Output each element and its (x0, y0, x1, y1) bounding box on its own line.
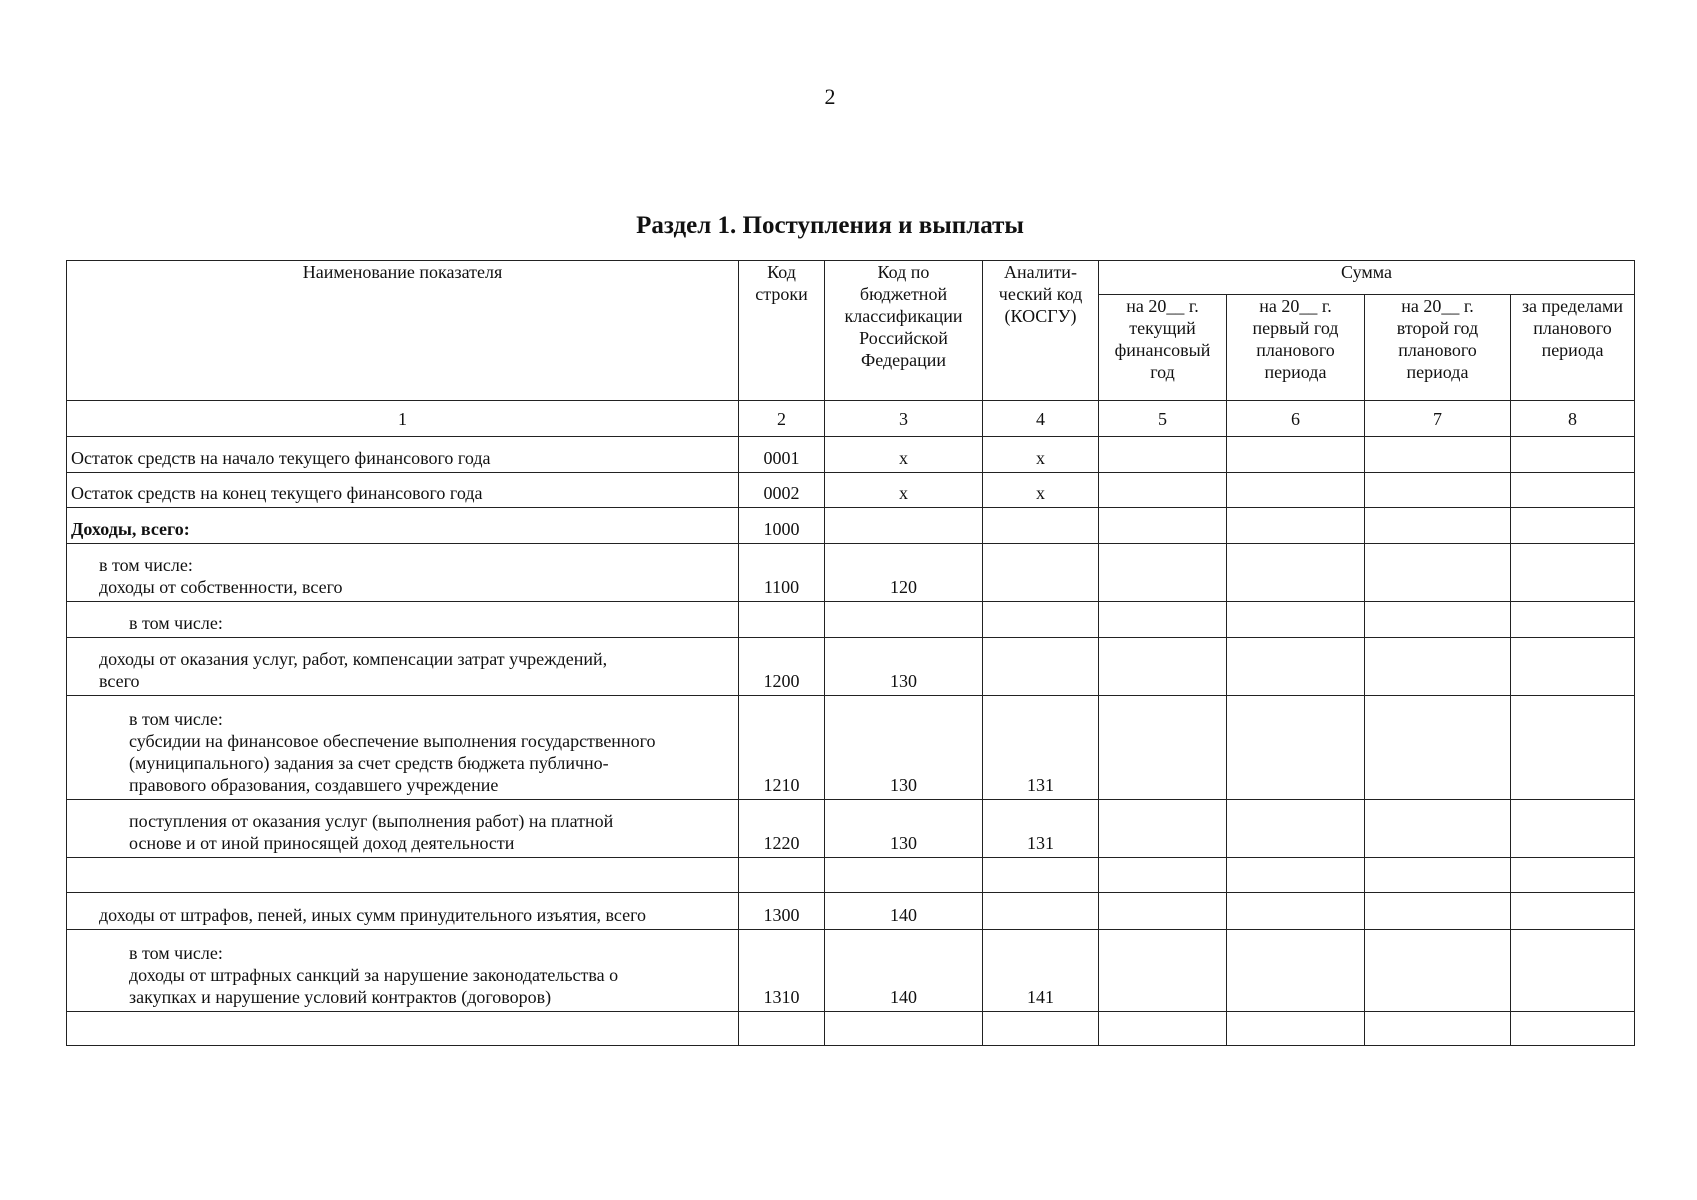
row-budget-code (825, 508, 983, 544)
column-number-row (67, 401, 1635, 437)
sum-cell (1511, 1012, 1635, 1046)
table-body (67, 401, 1635, 1046)
row-code: 1300 (739, 893, 825, 930)
table-row (67, 1012, 1635, 1046)
sum-cell (1099, 893, 1227, 930)
sum-cell (1365, 473, 1511, 508)
row-analytic-code (983, 638, 1099, 696)
row-name: доходы от оказания услуг, работ, компенсации затрат учреждений, всего (67, 638, 739, 696)
row-code (739, 1012, 825, 1046)
column-number: 4 (983, 401, 1099, 437)
sum-cell (1099, 1012, 1227, 1046)
header-sum: Сумма (1099, 261, 1635, 295)
header-sum-beyond-plan: за пределами планового периода (1511, 295, 1635, 401)
table-row (67, 930, 1635, 1012)
row-code: 0001 (739, 437, 825, 473)
table-row (67, 800, 1635, 858)
sum-cell (1365, 1012, 1511, 1046)
table-row (67, 638, 1635, 696)
header-sum-second-plan-year: на 20__ г. второй год планового периода (1365, 295, 1511, 401)
column-number: 2 (739, 401, 825, 437)
sum-cell (1365, 800, 1511, 858)
row-code: 1220 (739, 800, 825, 858)
row-analytic-code (983, 1012, 1099, 1046)
column-number: 6 (1227, 401, 1365, 437)
row-code: 1100 (739, 544, 825, 602)
table-row (67, 544, 1635, 602)
row-name: в том числе: доходы от штрафных санкций за нарушение законодательства о закупках и нарушение условий контрактов (договоров) (67, 930, 739, 1012)
row-analytic-code (983, 508, 1099, 544)
header-sum-current-year: на 20__ г. текущий финансовый год (1099, 295, 1227, 401)
row-name: Доходы, всего: (67, 508, 739, 544)
table-row (67, 437, 1635, 473)
row-name (67, 858, 739, 893)
sum-cell (1365, 858, 1511, 893)
header-budget-code: Код по бюджетной классификации Российской Федерации (825, 261, 983, 401)
column-number: 8 (1511, 401, 1635, 437)
row-budget-code: 140 (825, 893, 983, 930)
sum-cell (1511, 893, 1635, 930)
financial-plan-table (66, 260, 1635, 1046)
section-title: Раздел 1. Поступления и выплаты (636, 212, 1024, 239)
row-name: доходы от штрафов, пеней, иных сумм принудительного изъятия, всего (67, 893, 739, 930)
row-name: Остаток средств на начало текущего финансового года (67, 437, 739, 473)
row-budget-code: 130 (825, 800, 983, 858)
sum-cell (1511, 544, 1635, 602)
row-budget-code: 130 (825, 696, 983, 800)
row-analytic-code: x (983, 473, 1099, 508)
row-budget-code (825, 1012, 983, 1046)
table-row (67, 508, 1635, 544)
row-analytic-code: 131 (983, 696, 1099, 800)
table-header (67, 261, 1635, 401)
sum-cell (1227, 1012, 1365, 1046)
sum-cell (1511, 930, 1635, 1012)
sum-cell (1227, 602, 1365, 638)
sum-cell (1511, 696, 1635, 800)
row-code: 0002 (739, 473, 825, 508)
sum-cell (1511, 638, 1635, 696)
sum-cell (1365, 508, 1511, 544)
row-code: 1310 (739, 930, 825, 1012)
row-name: Остаток средств на конец текущего финансового года (67, 473, 739, 508)
row-code: 1000 (739, 508, 825, 544)
sum-cell (1365, 602, 1511, 638)
sum-cell (1227, 437, 1365, 473)
sum-cell (1227, 858, 1365, 893)
sum-cell (1099, 638, 1227, 696)
sum-cell (1511, 800, 1635, 858)
row-name: в том числе: (67, 602, 739, 638)
table-row (67, 602, 1635, 638)
row-name: в том числе: субсидии на финансовое обеспечение выполнения государственного (муниципального) задания за счет средств бюджета публично- правового образования, создавшего учреждение (67, 696, 739, 800)
row-name: поступления от оказания услуг (выполнения работ) на платной основе и от иной приносящей доход деятельности (67, 800, 739, 858)
column-number: 1 (67, 401, 739, 437)
sum-cell (1227, 473, 1365, 508)
table-row (67, 893, 1635, 930)
sum-cell (1099, 696, 1227, 800)
row-code: 1210 (739, 696, 825, 800)
header-analytic-code: Аналити- ческий код (КОСГУ) (983, 261, 1099, 401)
row-budget-code: 120 (825, 544, 983, 602)
sum-cell (1099, 437, 1227, 473)
sum-cell (1227, 696, 1365, 800)
sum-cell (1227, 544, 1365, 602)
sum-cell (1099, 473, 1227, 508)
sum-cell (1227, 930, 1365, 1012)
sum-cell (1511, 508, 1635, 544)
row-code (739, 602, 825, 638)
row-name: в том числе: доходы от собственности, всего (67, 544, 739, 602)
sum-cell (1365, 638, 1511, 696)
column-number: 7 (1365, 401, 1511, 437)
table-row (67, 858, 1635, 893)
sum-cell (1099, 800, 1227, 858)
sum-cell (1227, 893, 1365, 930)
table-row (67, 696, 1635, 800)
row-budget-code: x (825, 473, 983, 508)
column-number: 5 (1099, 401, 1227, 437)
sum-cell (1511, 437, 1635, 473)
sum-cell (1227, 508, 1365, 544)
header-name: Наименование показателя (67, 261, 739, 401)
row-budget-code: 140 (825, 930, 983, 1012)
sum-cell (1365, 544, 1511, 602)
row-analytic-code: 131 (983, 800, 1099, 858)
row-analytic-code (983, 893, 1099, 930)
row-budget-code (825, 858, 983, 893)
row-name (67, 1012, 739, 1046)
row-code (739, 858, 825, 893)
row-budget-code: 130 (825, 638, 983, 696)
sum-cell (1511, 473, 1635, 508)
table-row (67, 473, 1635, 508)
sum-cell (1365, 696, 1511, 800)
row-analytic-code (983, 602, 1099, 638)
row-budget-code (825, 602, 983, 638)
sum-cell (1511, 858, 1635, 893)
sum-cell (1099, 508, 1227, 544)
sum-cell (1099, 858, 1227, 893)
page-number: 2 (824, 84, 836, 109)
sum-cell (1227, 800, 1365, 858)
sum-cell (1365, 930, 1511, 1012)
row-code: 1200 (739, 638, 825, 696)
sum-cell (1099, 602, 1227, 638)
sum-cell (1365, 437, 1511, 473)
sum-cell (1099, 544, 1227, 602)
row-analytic-code: x (983, 437, 1099, 473)
header-sum-first-plan-year: на 20__ г. первый год планового периода (1227, 295, 1365, 401)
row-analytic-code: 141 (983, 930, 1099, 1012)
header-row-code: Код строки (739, 261, 825, 401)
sum-cell (1099, 930, 1227, 1012)
row-analytic-code (983, 858, 1099, 893)
row-analytic-code (983, 544, 1099, 602)
row-budget-code: x (825, 437, 983, 473)
column-number: 3 (825, 401, 983, 437)
sum-cell (1511, 602, 1635, 638)
sum-cell (1227, 638, 1365, 696)
sum-cell (1365, 893, 1511, 930)
